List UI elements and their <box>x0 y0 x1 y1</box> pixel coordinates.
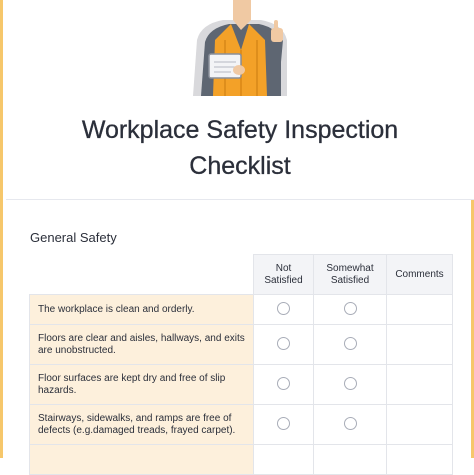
page-title-line-2: Checklist <box>189 152 291 180</box>
radio-not-satisfied[interactable] <box>277 302 290 315</box>
row-label-line: hazards. <box>38 384 77 396</box>
comments-field[interactable] <box>387 365 453 405</box>
cell-somewhat-satisfied <box>314 405 387 445</box>
radio-not-satisfied[interactable] <box>277 417 290 430</box>
cell-somewhat-satisfied <box>314 325 387 365</box>
cell-somewhat-satisfied <box>314 445 387 475</box>
row-label-line: The workplace is clean and orderly. <box>38 303 195 315</box>
row-label-line: Floor surfaces are kept dry and free of slip <box>38 372 226 384</box>
row-label-line: Floors are clear and aisles, hallways, and exits <box>38 332 245 344</box>
column-header-somewhat-satisfied: Somewhat Satisfied <box>314 255 387 295</box>
section-label: General Safety <box>30 230 117 245</box>
row-label-line: are unobstructed. <box>38 344 116 356</box>
radio-somewhat-satisfied[interactable] <box>344 417 357 430</box>
table-row <box>30 325 453 365</box>
cell-not-satisfied <box>254 325 314 365</box>
cell-somewhat-satisfied <box>314 365 387 405</box>
table-row <box>30 365 453 405</box>
column-header-not-satisfied: Not Satisfied <box>254 255 314 295</box>
input-table <box>29 254 453 475</box>
row-label <box>30 365 254 405</box>
comments-field[interactable] <box>387 295 453 325</box>
comments-field[interactable] <box>387 405 453 445</box>
radio-not-satisfied[interactable] <box>277 337 290 350</box>
radio-somewhat-satisfied[interactable] <box>344 337 357 350</box>
table-row <box>30 295 453 325</box>
page-title-line-1: Workplace Safety Inspection <box>81 116 399 144</box>
row-label-line: defects (e.g.damaged treads, frayed carpet). <box>38 424 236 436</box>
cell-not-satisfied <box>254 405 314 445</box>
row-label <box>30 445 254 475</box>
radio-somewhat-satisfied[interactable] <box>344 377 357 390</box>
cell-somewhat-satisfied <box>314 295 387 325</box>
comments-field[interactable] <box>387 325 453 365</box>
cell-not-satisfied <box>254 295 314 325</box>
table-row <box>30 405 453 445</box>
header-divider <box>6 199 474 200</box>
row-label <box>30 325 254 365</box>
cell-not-satisfied <box>254 445 314 475</box>
row-label <box>30 405 254 445</box>
row-label-line: Stairways, sidewalks, and ramps are free of <box>38 412 232 424</box>
table-corner <box>30 255 254 295</box>
page-title <box>3 112 474 184</box>
column-header-comments: Comments <box>387 255 453 295</box>
cell-not-satisfied <box>254 365 314 405</box>
table-row <box>30 445 453 475</box>
radio-somewhat-satisfied[interactable] <box>344 302 357 315</box>
comments-field[interactable] <box>387 445 453 475</box>
radio-not-satisfied[interactable] <box>277 377 290 390</box>
worker-illustration-icon <box>183 0 303 96</box>
row-label <box>30 295 254 325</box>
form-header <box>3 0 474 200</box>
